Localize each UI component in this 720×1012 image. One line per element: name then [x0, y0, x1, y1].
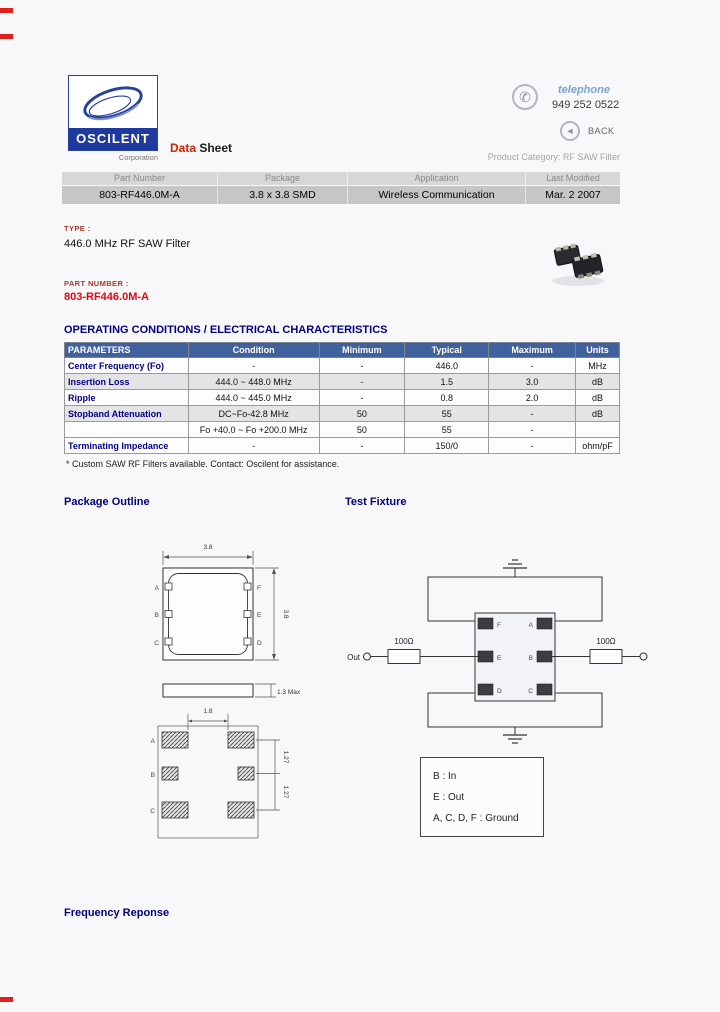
part-number-label: PART NUMBER : [64, 279, 129, 288]
custom-filter-footnote: * Custom SAW RF Filters available. Contact: Oscilent for assistance. [66, 459, 340, 469]
cell-max: 2.0 [489, 390, 576, 406]
dim-land-pitch-1: 1.27 [282, 750, 289, 764]
land-pin-labels [150, 738, 155, 815]
cell-param: Insertion Loss [65, 374, 189, 390]
cell-condition: Fo +40.0 ~ Fo +200.0 MHz [188, 422, 319, 438]
product-category: Product Category: RF SAW Filter [487, 152, 620, 162]
col-header: PARAMETERS [65, 343, 189, 358]
table-row [65, 374, 620, 390]
page-title [170, 141, 232, 155]
fixture-pin-legend [420, 757, 544, 837]
info-value-cell: 3.8 x 3.8 SMD [217, 186, 347, 204]
legend-line: A, C, D, F : Ground [433, 813, 519, 824]
cell-units: ohm/pF [576, 438, 620, 454]
part-info-value-row [62, 186, 620, 204]
cell-max: - [489, 438, 576, 454]
scan-mark [0, 34, 13, 39]
svg-text:C: C [150, 808, 155, 815]
info-header-cell: Application [347, 172, 525, 185]
ground-icon [503, 727, 527, 743]
cell-max: - [489, 422, 576, 438]
col-header: Units [576, 343, 620, 358]
electrical-header-row [65, 343, 620, 358]
svg-text:A: A [150, 738, 155, 745]
page-title-accent: Data [170, 141, 197, 155]
cell-param [65, 422, 189, 438]
col-header: Condition [188, 343, 319, 358]
info-value-cell: 803-RF446.0M-A [99, 189, 180, 201]
legend-line: B : In [433, 771, 457, 782]
cell-units: dB [576, 390, 620, 406]
svg-text:F: F [257, 585, 261, 592]
dim-side-height: 3.8 [282, 609, 289, 619]
cell-min: - [319, 374, 405, 390]
right-resistor-value: 100Ω [596, 637, 616, 646]
table-row [65, 358, 620, 374]
svg-text:C: C [528, 688, 533, 695]
cell-max: - [489, 358, 576, 374]
type-value: 446.0 MHz RF SAW Filter [64, 238, 191, 250]
cell-units: dB [576, 406, 620, 422]
right-resistor [590, 650, 622, 664]
svg-text:E: E [257, 612, 262, 619]
table-row [65, 406, 620, 422]
cell-condition: - [188, 358, 319, 374]
test-fixture-title: Test Fixture [345, 496, 407, 508]
dim-land-pitch-2: 1.27 [282, 785, 289, 799]
svg-text:D: D [257, 640, 262, 647]
electrical-section-title: OPERATING CONDITIONS / ELECTRICAL CHARACTERISTICS [64, 324, 388, 336]
table-row [65, 422, 620, 438]
left-terminal [364, 653, 371, 660]
cell-typ: 55 [405, 406, 489, 422]
cell-min: 50 [319, 422, 405, 438]
part-info-table [62, 172, 620, 204]
svg-text:B: B [154, 612, 159, 619]
back-button-label: BACK [588, 126, 615, 136]
svg-text:A: A [154, 585, 159, 592]
cell-min: - [319, 390, 405, 406]
svg-text:C: C [154, 640, 159, 647]
out-port-label: Out [347, 653, 360, 662]
cell-typ: 0.8 [405, 390, 489, 406]
cell-min: - [319, 358, 405, 374]
logo-subtext: Corporation [118, 153, 158, 162]
scan-mark [0, 997, 13, 1002]
col-header: Typical [405, 343, 489, 358]
electrical-table [64, 342, 620, 454]
ground-icon [503, 560, 527, 577]
logo-text: OSCILENT [69, 128, 157, 150]
scan-mark [0, 8, 13, 13]
product-photo [546, 238, 608, 288]
info-header-cell: Last Modified [525, 172, 620, 185]
left-resistor [388, 650, 420, 664]
telephone-number: 949 252 0522 [552, 99, 620, 111]
page-title-rest: Sheet [196, 141, 233, 155]
part-info-header-row [62, 172, 620, 185]
test-fixture-drawing [340, 555, 670, 750]
right-terminal [640, 653, 647, 660]
table-row [65, 438, 620, 454]
cell-param: Ripple [65, 390, 189, 406]
info-header-cell: Package [217, 172, 347, 185]
left-resistor-value: 100Ω [394, 637, 414, 646]
type-label: TYPE : [64, 224, 91, 233]
cell-condition: DC~Fo-42.8 MHz [188, 406, 319, 422]
cell-max: - [489, 406, 576, 422]
part-number-value: 803-RF446.0M-A [64, 291, 149, 303]
svg-text:F: F [497, 622, 501, 629]
cell-condition: 444.0 ~ 445.0 MHz [188, 390, 319, 406]
cell-units: dB [576, 374, 620, 390]
telephone-icon: ✆ [512, 84, 538, 110]
col-header: Minimum [319, 343, 405, 358]
cell-units [576, 422, 620, 438]
cell-condition: - [188, 438, 319, 454]
frequency-response-title: Frequency Reponse [64, 907, 170, 919]
legend-line: E : Out [433, 792, 465, 803]
table-row [65, 390, 620, 406]
package-outline-title: Package Outline [64, 496, 150, 508]
svg-text:D: D [497, 688, 502, 695]
cell-condition: 444.0 ~ 448.0 MHz [188, 374, 319, 390]
back-arrow-icon: ◄ [560, 121, 580, 141]
svg-text:B: B [150, 772, 155, 779]
cell-min: - [319, 438, 405, 454]
info-value-cell: Wireless Communication [347, 186, 525, 204]
logo-ellipse-icon [69, 76, 157, 128]
cell-typ: 150/0 [405, 438, 489, 454]
dim-profile-height: 1.3 Max [277, 689, 301, 696]
cell-units: MHz [576, 358, 620, 374]
package-outline-drawing [118, 538, 308, 868]
cell-param: Terminating Impedance [65, 438, 189, 454]
info-header-cell: Part Number [113, 173, 166, 183]
cell-typ: 1.5 [405, 374, 489, 390]
col-header: Maximum [489, 343, 576, 358]
cell-typ: 446.0 [405, 358, 489, 374]
cell-typ: 55 [405, 422, 489, 438]
svg-text:E: E [497, 655, 502, 662]
info-value-cell: Mar. 2 2007 [525, 186, 620, 204]
svg-text:B: B [528, 655, 533, 662]
cell-min: 50 [319, 406, 405, 422]
svg-text:A: A [528, 622, 533, 629]
telephone-label: telephone [558, 84, 610, 96]
company-logo [68, 75, 158, 151]
cell-param: Stopband Attenuation [65, 406, 189, 422]
dim-land-gap: 1.8 [203, 708, 213, 715]
dim-top-width: 3.8 [203, 544, 213, 551]
back-button[interactable] [560, 121, 615, 141]
cell-param: Center Frequency (Fo) [65, 358, 189, 374]
cell-max: 3.0 [489, 374, 576, 390]
